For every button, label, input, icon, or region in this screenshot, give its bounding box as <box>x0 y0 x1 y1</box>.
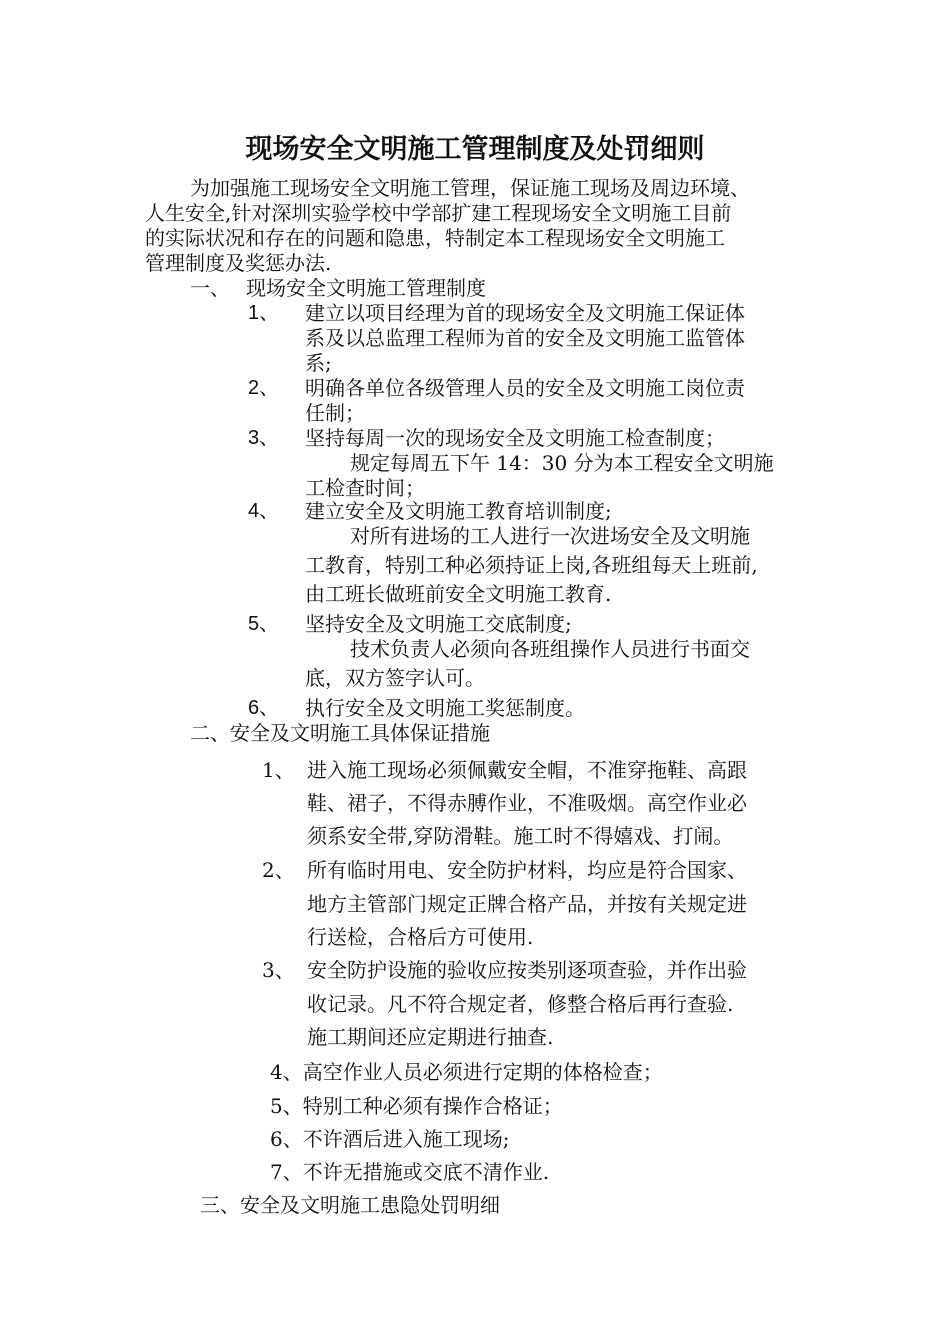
short-item: 6、不许酒后进入施工现场; <box>270 1127 510 1151</box>
section3-heading: 三、安全及文明施工患隐处罚明细 <box>200 1193 500 1217</box>
item-line: 对所有进场的工人进行一次进场安全及文明施 <box>350 524 750 548</box>
item-line: 坚持安全及文明施工交底制度; <box>305 612 572 636</box>
short-item: 5、特别工种必须有操作合格证； <box>270 1094 563 1118</box>
section1-number: 一、 <box>190 276 230 300</box>
item-line: 工检查时间； <box>305 476 425 500</box>
item-line: 系及以总监理工程师为首的安全及文明施工监管体 <box>305 326 745 350</box>
item-line: 收记录。凡不符合规定者，修整合格后再行查验. <box>307 992 734 1016</box>
item-number: 1、 <box>248 302 280 324</box>
intro-line: 为加强施工现场安全文明施工管理，保证施工现场及周边环境、 <box>190 176 750 200</box>
item-number: 4、 <box>248 500 280 522</box>
section1-heading: 现场安全文明施工管理制度 <box>246 276 486 300</box>
item-line: 技术负责人必须向各班组操作人员进行书面交 <box>350 637 750 661</box>
intro-line: 的实际状况和存在的问题和隐患，特制定本工程现场安全文明施工 <box>145 226 725 250</box>
section2-heading: 二、安全及文明施工具体保证措施 <box>190 721 490 745</box>
item-line: 任制； <box>305 401 365 425</box>
item-line: 所有临时用电、安全防护材料，均应是符合国家、 <box>307 858 747 882</box>
intro-line: 人生安全,针对深圳实验学校中学部扩建工程现场安全文明施工目前 <box>145 201 732 225</box>
item-number: 2、 <box>248 377 280 399</box>
intro-line: 管理制度及奖惩办法. <box>145 251 332 275</box>
item-number: 3、 <box>262 958 295 982</box>
item-line: 坚持每周一次的现场安全及文明施工检查制度； <box>305 426 725 450</box>
item-number: 5、 <box>248 613 280 635</box>
item-line: 建立安全及文明施工教育培训制度; <box>305 499 612 523</box>
item-number: 1、 <box>262 758 295 782</box>
item-line: 安全防护设施的验收应按类别逐项查验，并作出验 <box>307 958 747 982</box>
item-line: 明确各单位各级管理人员的安全及文明施工岗位责 <box>305 376 745 400</box>
item-line: 须系安全带,穿防滑鞋。施工时不得嬉戏、打闹。 <box>307 824 734 848</box>
item-line: 建立以项目经理为首的现场安全及文明施工保证体 <box>305 301 745 325</box>
item-line: 系; <box>305 351 332 375</box>
short-item: 7、不许无措施或交底不清作业. <box>270 1160 550 1184</box>
item-number: 3、 <box>248 427 280 449</box>
item-line: 由工班长做班前安全文明施工教育. <box>305 582 612 606</box>
item-line: 底，双方签字认可。 <box>305 666 485 690</box>
item-line: 行送检，合格后方可使用. <box>307 925 534 949</box>
item-number: 2、 <box>262 858 295 882</box>
item-line: 进入施工现场必须佩戴安全帽，不准穿拖鞋、高跟 <box>307 758 747 782</box>
short-item: 4、高空作业人员必须进行定期的体格检查； <box>270 1060 663 1084</box>
item-line: 执行安全及文明施工奖惩制度。 <box>305 696 585 720</box>
item-number: 6、 <box>248 697 280 719</box>
item-line: 鞋、裙子，不得赤膊作业，不准吸烟。高空作业必 <box>307 791 747 815</box>
item-line: 工教育，特别工种必须持证上岗,各班组每天上班前, <box>305 553 758 577</box>
document-title: 现场安全文明施工管理制度及处罚细则 <box>245 134 705 165</box>
item-line: 规定每周五下午 14：30 分为本工程安全文明施 <box>350 451 774 475</box>
item-line: 施工期间还应定期进行抽查. <box>307 1025 554 1049</box>
item-line: 地方主管部门规定正牌合格产品，并按有关规定进 <box>307 892 747 916</box>
